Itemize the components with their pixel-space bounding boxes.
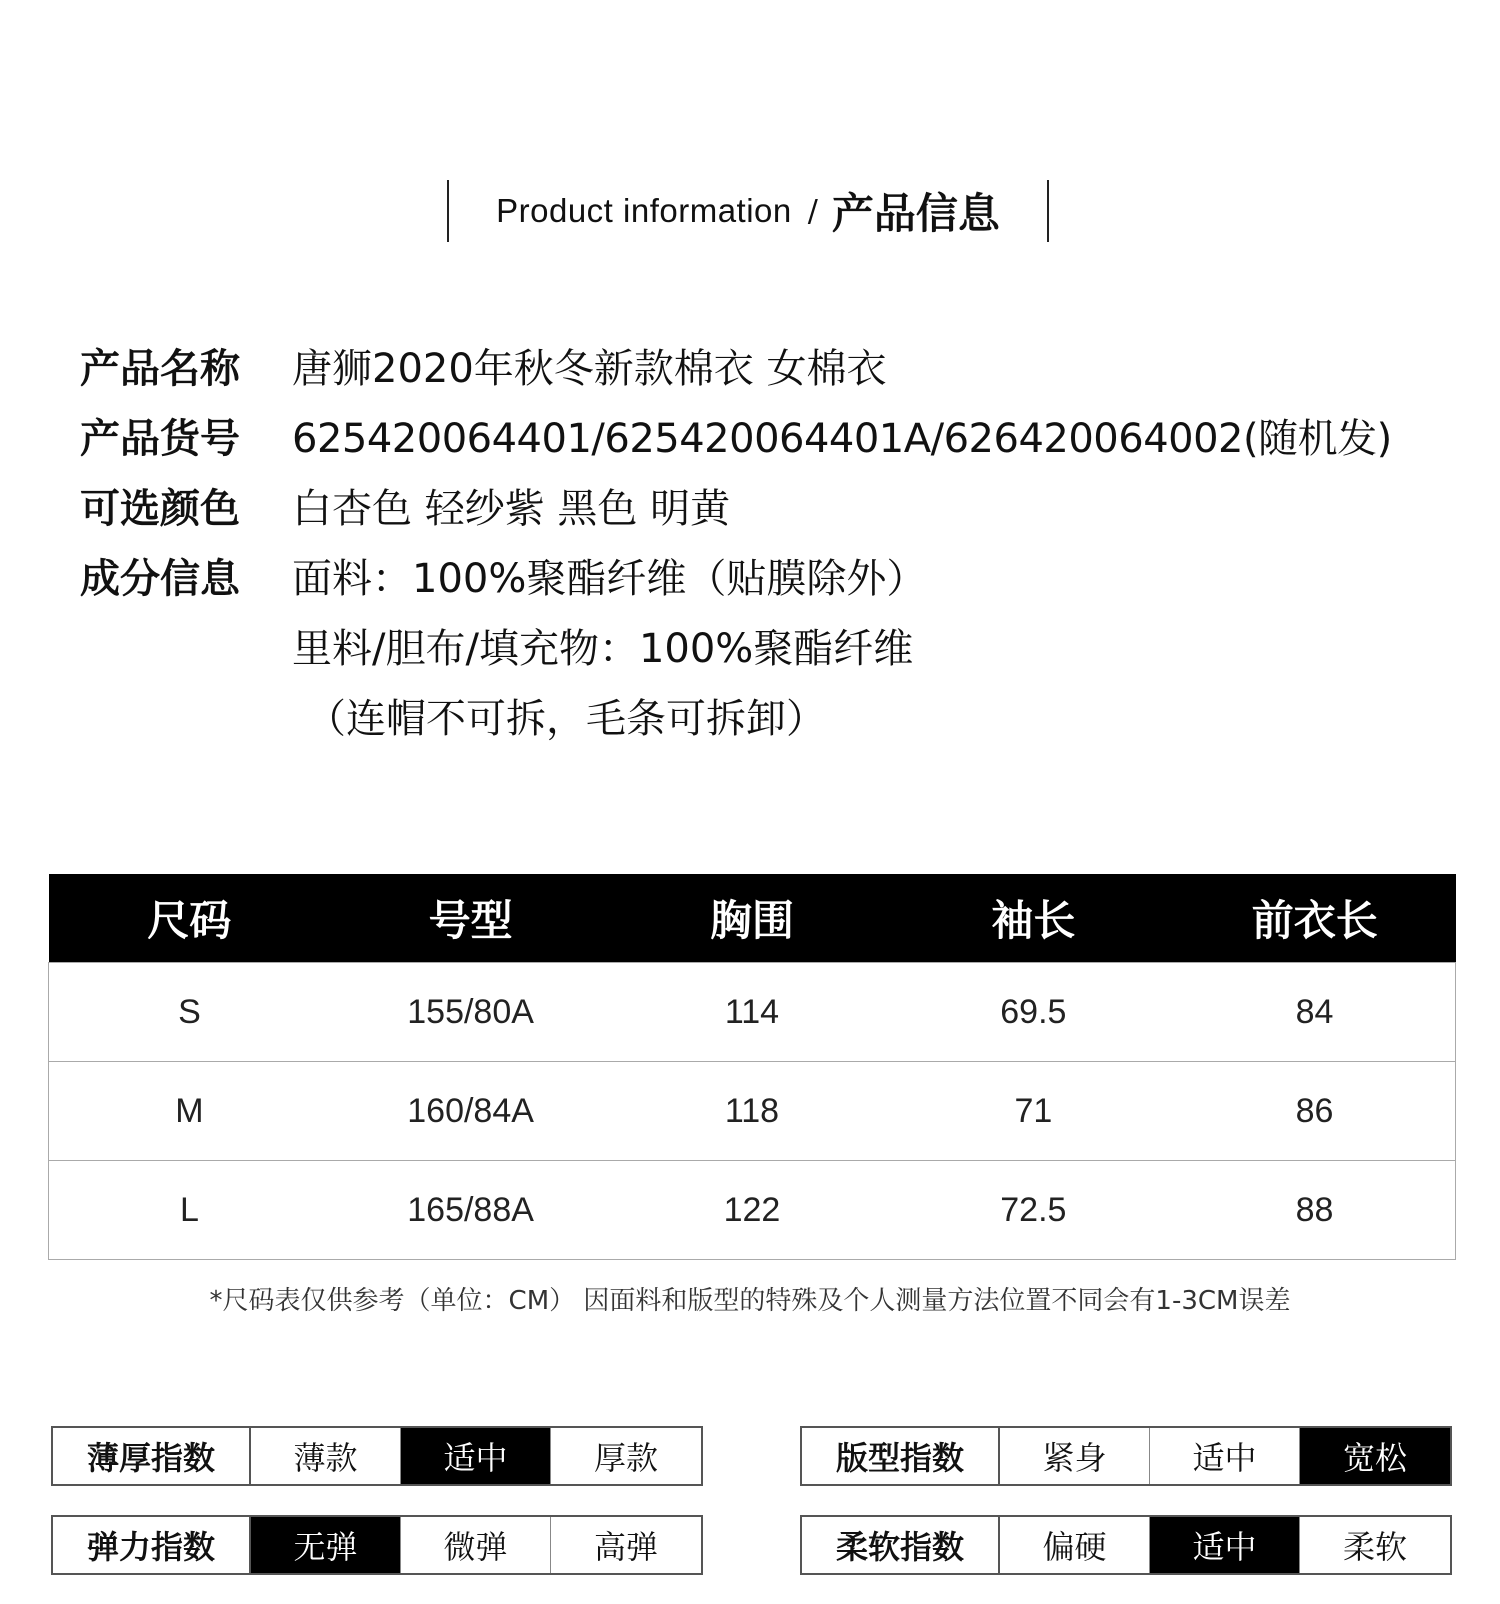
info-row-name — [80, 330, 1392, 400]
fit-option: 紧身 — [1000, 1428, 1150, 1484]
table-row — [49, 963, 1456, 1062]
size-table-header — [49, 874, 1456, 963]
material-line-3: （连帽不可拆，毛条可拆卸） — [306, 695, 826, 742]
info-row-material-2 — [80, 610, 1392, 680]
table-cell: 122 — [611, 1161, 892, 1260]
info-row-material-3 — [80, 680, 1392, 750]
material-label: 成分信息 — [80, 555, 240, 602]
table-cell: 84 — [1174, 963, 1455, 1062]
thickness-index-label: 薄厚指数 — [53, 1428, 251, 1484]
table-cell: 86 — [1174, 1062, 1455, 1161]
table-row — [49, 1062, 1456, 1161]
softness-option: 适中 — [1150, 1517, 1300, 1573]
size-table — [48, 874, 1456, 1260]
table-cell: M — [49, 1062, 330, 1161]
table-cell: 165/88A — [330, 1161, 611, 1260]
table-cell: 114 — [611, 963, 892, 1062]
elasticity-option: 微弹 — [401, 1517, 551, 1573]
thickness-option: 厚款 — [593, 1439, 658, 1477]
info-row-sku — [80, 400, 1392, 470]
size-note: *尺码表仅供参考（单位：CM） 因面料和版型的特殊及个人测量方法位置不同会有1-3CM误差 — [209, 1286, 1291, 1316]
section-header — [447, 180, 1049, 242]
header-title-en: Product information — [496, 192, 792, 229]
table-cell: 118 — [611, 1062, 892, 1161]
table-cell: S — [49, 963, 330, 1062]
info-row-material — [80, 540, 1392, 610]
fit-option: 宽松 — [1300, 1428, 1450, 1484]
softness-option: 柔软 — [1342, 1528, 1407, 1566]
table-cell: 160/84A — [330, 1062, 611, 1161]
softness-index — [800, 1515, 1452, 1575]
fit-index — [800, 1426, 1452, 1486]
material-line-2: 里料/胆布/填充物：100%聚酯纤维 — [292, 625, 914, 672]
info-row-color — [80, 470, 1392, 540]
header-title-zh: 产品信息 — [831, 189, 1000, 238]
header-separator: / — [807, 193, 818, 229]
fit-index-label: 版型指数 — [802, 1428, 1000, 1484]
elasticity-option: 无弹 — [251, 1517, 401, 1573]
header-cell: 袖长 — [893, 874, 1174, 963]
table-cell: 155/80A — [330, 963, 611, 1062]
thickness-option: 薄款 — [251, 1428, 401, 1484]
header-cell: 前衣长 — [1174, 874, 1455, 963]
elasticity-index — [51, 1515, 703, 1575]
header-cell: 尺码 — [49, 874, 330, 963]
color-value: 白杏色 轻纱紫 黑色 明黄 — [292, 485, 731, 532]
color-label: 可选颜色 — [80, 485, 240, 532]
product-info — [80, 330, 1392, 750]
name-label: 产品名称 — [80, 345, 240, 392]
sku-label: 产品货号 — [80, 415, 240, 462]
elasticity-option: 高弹 — [593, 1528, 658, 1566]
table-cell: L — [49, 1161, 330, 1260]
table-cell: 71 — [893, 1062, 1174, 1161]
material-line-1: 面料：100%聚酯纤维（贴膜除外） — [292, 555, 927, 602]
sku-value: 625420064401/625420064401A/626420064002(随机发) — [292, 415, 1392, 462]
header-cell: 胸围 — [611, 874, 892, 963]
softness-option: 偏硬 — [1000, 1517, 1150, 1573]
table-row — [49, 1161, 1456, 1260]
softness-index-label: 柔软指数 — [802, 1517, 1000, 1573]
thickness-option: 适中 — [401, 1428, 551, 1484]
table-cell: 69.5 — [893, 963, 1174, 1062]
table-cell: 72.5 — [893, 1161, 1174, 1260]
table-cell: 88 — [1174, 1161, 1455, 1260]
header-cell: 号型 — [330, 874, 611, 963]
elasticity-index-label: 弹力指数 — [53, 1517, 251, 1573]
thickness-index — [51, 1426, 703, 1486]
fit-option: 适中 — [1150, 1428, 1300, 1484]
name-value: 唐狮2020年秋冬新款棉衣 女棉衣 — [292, 345, 887, 392]
